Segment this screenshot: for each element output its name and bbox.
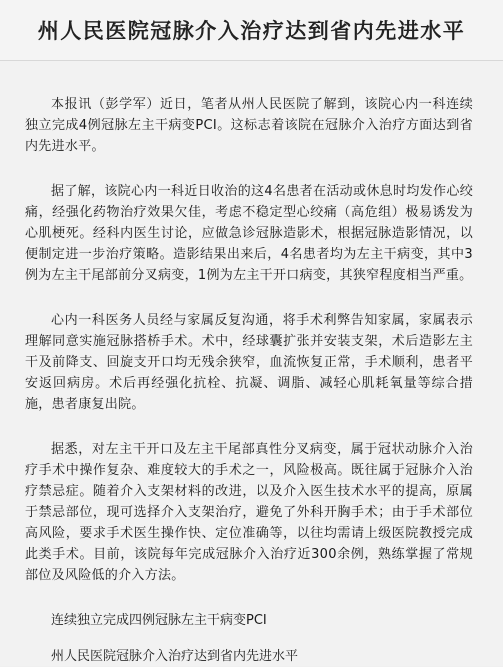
- article-paragraph: 本报讯（彭学军）近日，笔者从州人民医院了解到，该院心内一科连续独立完成4例冠脉左主干病变PCI。这标志着该院在冠脉介入治疗方面达到省内先进水平。: [25, 97, 473, 154]
- article-title: 州人民医院冠脉介入治疗达到省内先进水平: [37, 19, 466, 43]
- related-line: 连续独立完成四例冠脉左主干病变PCI: [51, 613, 267, 628]
- title-bar: [0, 0, 503, 61]
- article-body: [0, 61, 503, 667]
- article-paragraph: 据了解，该院心内一科近日收治的这4名患者在活动或休息时均发作心绞痛，经强化药物治疗效果欠佳，考虑不稳定型心绞痛（高危组）极易诱发为心肌梗死。经科内医生讨论，应做急诊冠脉造影术，根据冠脉造影情况，以便制定进一步治疗策略。造影结果出来后，4名患者均为左主干病变，其中3例为左主干尾部前分叉病变，1例为左主干开口病变，其狭窄程度相当严重。: [25, 184, 473, 283]
- article-paragraph: 心内一科医务人员经与家属反复沟通，将手术利弊告知家属，家属表示理解同意实施冠脉搭桥手术。术中，经球囊扩张并安装支架，术后造影左主干及前降支、回旋支开口均无残余狭窄，血流恢复正常，手术顺利，患者平安返回病房。术后再经强化抗栓、抗凝、调脂、减轻心肌耗氧量等综合措施，患者康复出院。: [25, 313, 473, 412]
- article-paragraph: 据悉，对左主干开口及左主干尾部真性分叉病变，属于冠状动脉介入治疗手术中操作复杂、难度较大的手术之一，风险极高。既往属于冠脉介入治疗禁忌症。随着介入支架材料的改进，以及介入医生技术水平的提高，原属于禁忌部位，现可选择介入支架治疗，避免了外科开胸手术；由于手术部位高风险，要求手术医生操作快、定位准确等，以往均需请上级医院教授完成此类手术。目前，该院每年完成冠脉介入治疗近300余例，熟练掌握了常规部位及风险低的介入方法。: [25, 442, 473, 583]
- related-line: 州人民医院冠脉介入治疗达到省内先进水平: [51, 649, 299, 664]
